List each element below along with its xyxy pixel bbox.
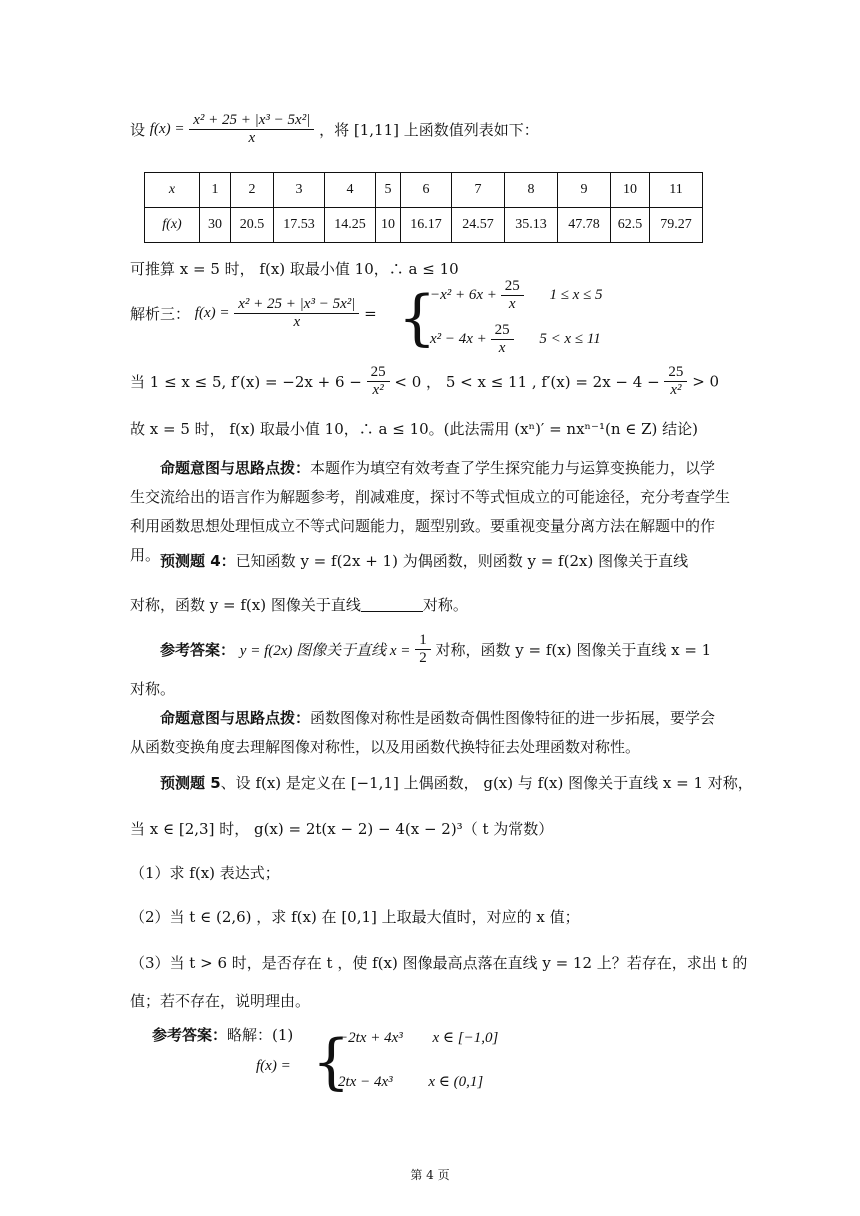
answer-blank[interactable] (361, 597, 423, 612)
solution-three-denominator: x (293, 314, 301, 330)
table-cell: 17.53 (274, 208, 325, 243)
answer-5-label: 参考答案： (152, 1026, 228, 1044)
table-cell: 79.27 (650, 208, 703, 243)
intro-denominator: x (248, 130, 256, 146)
intent-label-1: 命题意图与思路点拨： (160, 459, 311, 477)
page-footer: 第 4 页 (410, 1168, 450, 1182)
case-2-expr: x² − 4x + (430, 331, 487, 347)
question-5-label: 预测题 5 (160, 774, 221, 792)
table-cell: 16.17 (401, 208, 452, 243)
table-cell: 2 (231, 173, 274, 208)
question-5-sub-2: （2）当 t ∈ (2,6) ，求 f(x) 在 [0,1] 上取最大值时，对应的 x 值； (130, 908, 580, 926)
derivative-fraction-1 (367, 364, 390, 399)
derivative-fraction-2-den: x² (670, 382, 682, 398)
derivative-fraction-2-num: 25 (664, 364, 687, 382)
case-2-fraction (491, 322, 514, 357)
table-cell: 14.25 (325, 208, 376, 243)
derivative-part-3: > 0 (692, 372, 720, 391)
derivative-line (130, 364, 719, 399)
intent-label-2: 命题意图与思路点拨： (160, 709, 311, 727)
case-1-condition: 1 ≤ x ≤ 5 (549, 287, 603, 303)
table-cell: 8 (505, 173, 558, 208)
table-cell: 11 (650, 173, 703, 208)
question-4-line-1 (160, 550, 760, 572)
derivative-fraction-1-den: x² (372, 382, 384, 398)
table-row-x (145, 173, 703, 208)
table-cell: 9 (558, 173, 611, 208)
question-5-sub-1: （1）求 f(x) 表达式； (130, 864, 280, 882)
question-5-sub-3a: （3）当 t > 6 时，是否存在 t ，使 f(x) 图像最高点落在直线 y = 12 上？若存在，求出 t 的 (130, 954, 748, 972)
answer-5-case-2-expr: 2tx − 4x³ (338, 1074, 393, 1090)
row-label-x: x (145, 173, 200, 208)
answer-5-text: 略解：(1) (227, 1026, 294, 1044)
question-4-text-2a: 对称，函数 y = f(x) 图像关于直线 (130, 596, 361, 614)
intro-prefix: 设 (130, 121, 150, 139)
case-1-fraction (501, 278, 524, 313)
answer-4-fraction (415, 632, 431, 667)
intro-fraction (189, 112, 314, 147)
table-cell: 62.5 (611, 208, 650, 243)
intent-text-2: 函数图像对称性是函数奇偶性图像特征的进一步拓展，要学会从函数变换角度去理解图像对称性，以及用函数代换特征去处理函数对称性。 (130, 709, 716, 756)
answer-4-label: 参考答案： (160, 641, 236, 659)
table-cell: 10 (376, 208, 401, 243)
answer-4-denominator: 2 (419, 650, 427, 666)
answer-5-brace: { (312, 1027, 351, 1097)
answer-4-part-2: 对称，函数 y = f(x) 图像关于直线 x = 1 (435, 641, 712, 659)
case-2 (430, 322, 601, 357)
answer-4-part-1: y = f(2x) 图像关于直线 x = (239, 643, 411, 659)
case-2-denominator: x (498, 340, 506, 356)
table-cell: 30 (200, 208, 231, 243)
values-table (144, 172, 703, 243)
solution-three-fraction (234, 296, 359, 331)
question-5-text-1: 、设 f(x) 是定义在 [−1,1] 上偶函数， g(x) 与 f(x) 图像关于直线 x = 1 对称， (220, 774, 753, 792)
row-label-fx: f(x) (145, 208, 200, 243)
conclusion-2: 故 x = 5 时， f(x) 取最小值 10，∴ a ≤ 10。(此法需用 (xⁿ)′ = nxⁿ⁻¹(n ∈ Z) 结论) (130, 420, 699, 438)
solution-three-numerator: x² + 25 + |x³ − 5x²| (234, 296, 359, 314)
case-1-numerator: 25 (501, 278, 524, 296)
answer-5-case-1 (338, 1028, 498, 1047)
solution-three: 解析三： f(x) = $\frac{\text{x² + 25 + |x³ − 5x²|}}{x}$ = (130, 296, 377, 330)
intro-numerator: x² + 25 + |x³ − 5x²| (189, 112, 314, 130)
case-2-condition: 5 < x ≤ 11 (539, 331, 601, 347)
answer-5-case-1-expr: −2tx + 4x³ (338, 1030, 403, 1046)
intent-text-1: 本题作为填空有效考查了学生探究能力与运算变换能力，以学生交流给出的语言作为解题参考，削减难度，探讨不等式恒成立的可能途径，充分考查学生利用函数思想处理恒成立不等式问题能力，题型别致。要重视变量分离方法在解题中的作用。 (130, 459, 731, 564)
answer-5-case-2 (338, 1072, 483, 1091)
answer-5-case-2-cond: x ∈ (0,1] (428, 1074, 484, 1090)
solution-three-label: 解析三： (130, 305, 191, 323)
table-cell: 1 (200, 173, 231, 208)
derivative-part-1: 当 1 ≤ x ≤ 5, f′(x) = −2x + 6 − (130, 373, 362, 391)
conclusion-1: 可推算 x = 5 时， f(x) 取最小值 10，∴ a ≤ 10 (130, 260, 459, 278)
answer-5-case-1-cond: x ∈ [−1,0] (432, 1030, 499, 1046)
answer-4-line (160, 632, 711, 667)
question-4-label: 预测题 4： (160, 552, 236, 570)
answer-5-fname: f(x) = (256, 1058, 291, 1074)
derivative-part-2: < 0 ， 5 < x ≤ 11 , f′(x) = 2x − 4 − (394, 373, 660, 391)
question-4-text-1: 已知函数 y = f(2x + 1) 为偶函数，则函数 y = f(2x) 图像关于直线 (235, 552, 689, 570)
table-cell: 24.57 (452, 208, 505, 243)
table-cell: 20.5 (231, 208, 274, 243)
table-cell: 47.78 (558, 208, 611, 243)
table-cell: 5 (376, 173, 401, 208)
case-1 (430, 278, 603, 313)
solution-three-fname: f(x) = (194, 305, 230, 321)
question-4-line-2 (130, 594, 730, 616)
table-cell: 6 (401, 173, 452, 208)
intro-line (130, 112, 539, 147)
derivative-fraction-1-num: 25 (367, 364, 390, 382)
table-cell: 35.13 (505, 208, 558, 243)
question-5-line-2: 当 x ∈ [2,3] 时， g(x) = 2t(x − 2) − 4(x − 2)³（ t 为常数） (130, 820, 554, 838)
table-cell: 4 (325, 173, 376, 208)
table-cell: 3 (274, 173, 325, 208)
table-cell: 10 (611, 173, 650, 208)
intro-fname: f(x) = (149, 121, 185, 137)
table-cell: 7 (452, 173, 505, 208)
question-5-sub-3b: 值；若不存在，说明理由。 (130, 992, 311, 1010)
intent-paragraph-2 (130, 704, 730, 762)
case-1-expr: −x² + 6x + (430, 287, 497, 303)
answer-4-numerator: 1 (415, 632, 431, 650)
case-2-numerator: 25 (491, 322, 514, 340)
case-1-denominator: x (508, 296, 516, 312)
intro-suffix: ，将 [1,11] 上函数值列表如下： (319, 121, 539, 139)
derivative-fraction-2 (664, 364, 687, 399)
table-row-fx (145, 208, 703, 243)
question-5-line-1 (160, 772, 760, 794)
piecewise-brace: { (398, 283, 437, 353)
question-4-text-2b: 对称。 (422, 596, 468, 614)
answer-4-line-2: 对称。 (130, 680, 176, 698)
